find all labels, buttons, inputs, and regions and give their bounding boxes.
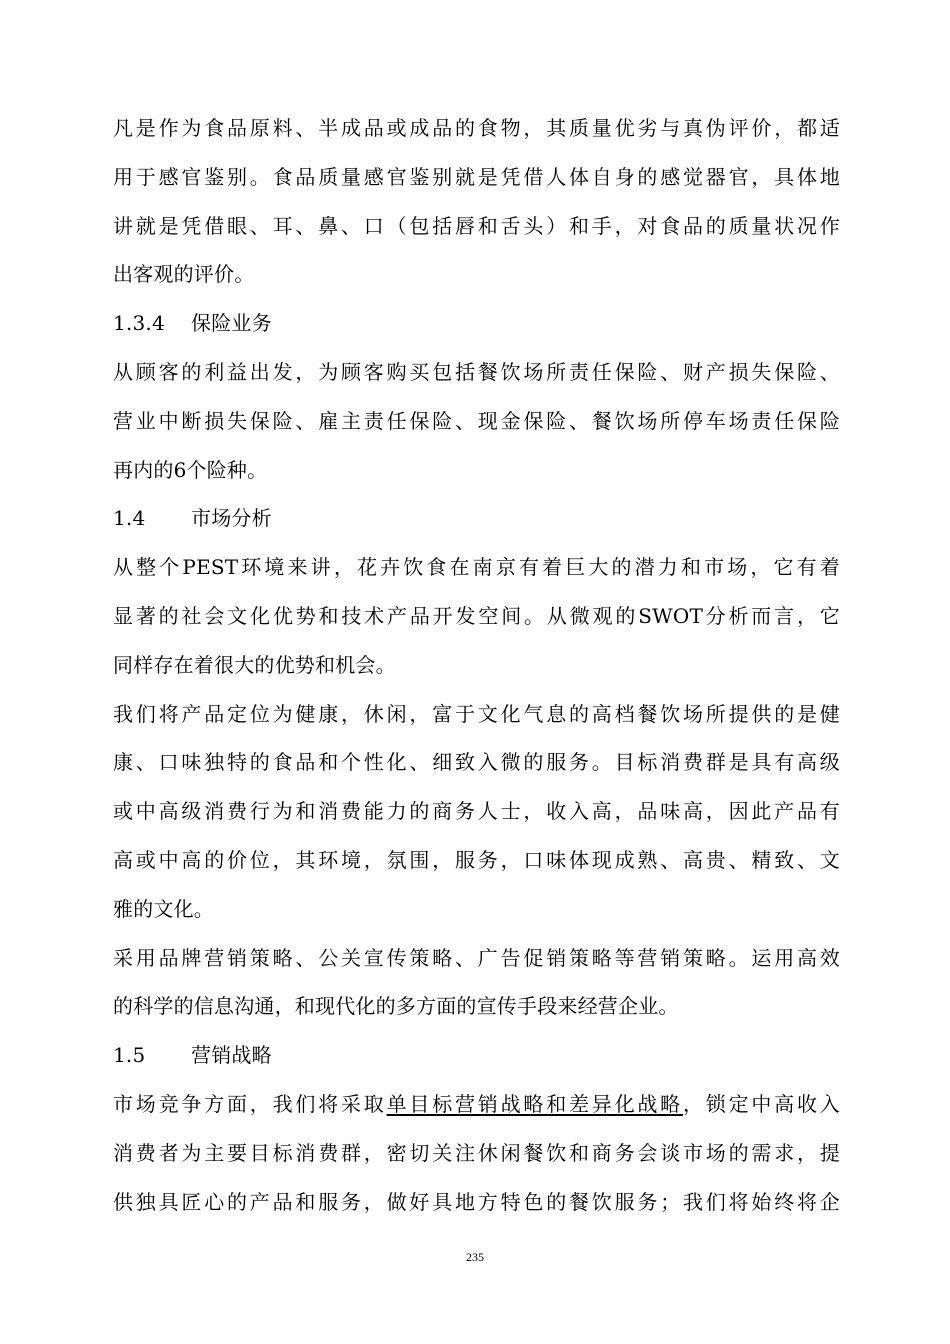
text-line: 我们将产品定位为健康，休闲，富于文化气息的高档餐饮场所提供的是健 — [113, 701, 840, 726]
paragraph-competition — [113, 1080, 840, 1226]
paragraph-marketing-strategies — [113, 934, 840, 1032]
text-line: 供独具匠心的产品和服务，做好具地方特色的餐饮服务；我们将始终将企 — [113, 1189, 840, 1214]
document-page — [113, 104, 840, 1226]
text-line: 消费者为主要目标消费群，密切关注休闲餐饮和商务会谈市场的需求，提 — [113, 1140, 840, 1165]
text-line — [113, 1080, 840, 1129]
section-title: 营销战略 — [191, 1043, 272, 1068]
text-line: 高或中高的价位，其环境，氛围，服务，口味体现成熟、高贵、精致、文 — [113, 847, 840, 872]
text-line: 出客观的评价。 — [113, 262, 255, 287]
text-line: 或中高级消费行为和消费能力的商务人士，收入高，品味高，因此产品有 — [113, 799, 840, 824]
text-span: ，锁定中高收入 — [682, 1091, 840, 1116]
text-line: 从顾客的利益出发，为顾客购买包括餐饮场所责任保险、财产损失保险、 — [113, 359, 840, 384]
text-line: 再内的6个险种。 — [113, 457, 268, 482]
paragraph-sensory-evaluation — [113, 104, 840, 299]
text-line: 从整个PEST环境来讲，花卉饮食在南京有着巨大的潜力和市场，它有着 — [113, 555, 840, 580]
paragraph-pest-analysis — [113, 543, 840, 689]
text-line: 显著的社会文化优势和技术产品开发空间。从微观的SWOT分析而言，它 — [113, 603, 840, 628]
text-line: 康、口味独特的食品和个性化、细致入微的服务。目标消费群是具有高级 — [113, 750, 840, 775]
section-heading-1-3-4 — [113, 299, 840, 348]
section-title: 市场分析 — [191, 506, 272, 531]
text-line: 用于感官鉴别。食品质量感官鉴别就是凭借人体自身的感觉器官，具体地 — [113, 164, 840, 189]
text-line: 采用品牌营销策略、公关宣传策略、广告促销策略等营销策略。运用高效 — [113, 945, 840, 970]
text-span: 市场竞争方面，我们将采取 — [113, 1091, 387, 1116]
paragraph-positioning — [113, 690, 840, 934]
section-number: 1.4 — [113, 506, 146, 531]
text-line: 的科学的信息沟通，和现代化的多方面的宣传手段来经营企业。 — [113, 994, 679, 1019]
text-line: 营业中断损失保险、雇主责任保险、现金保险、餐饮场所停车场责任保险 — [113, 408, 840, 433]
text-line: 凡是作为食品原料、半成品或成品的食物，其质量优劣与真伪评价，都适 — [113, 116, 840, 140]
section-number: 1.5 — [113, 1043, 146, 1068]
section-number: 1.3.4 — [113, 311, 165, 336]
paragraph-insurance — [113, 348, 840, 494]
section-heading-1-5 — [113, 1031, 840, 1080]
text-line: 雅的文化。 — [113, 896, 214, 921]
text-line: 讲就是凭借眼、耳、鼻、口（包括唇和舌头）和手，对食品的质量状况作 — [113, 213, 840, 238]
underlined-strategy-text: 单目标营销战略和差异化战略 — [386, 1091, 683, 1116]
section-title: 保险业务 — [191, 311, 272, 336]
page-number: 235 — [466, 1250, 484, 1264]
text-line: 同样存在着很大的优势和机会。 — [113, 652, 396, 677]
section-heading-1-4 — [113, 494, 840, 543]
